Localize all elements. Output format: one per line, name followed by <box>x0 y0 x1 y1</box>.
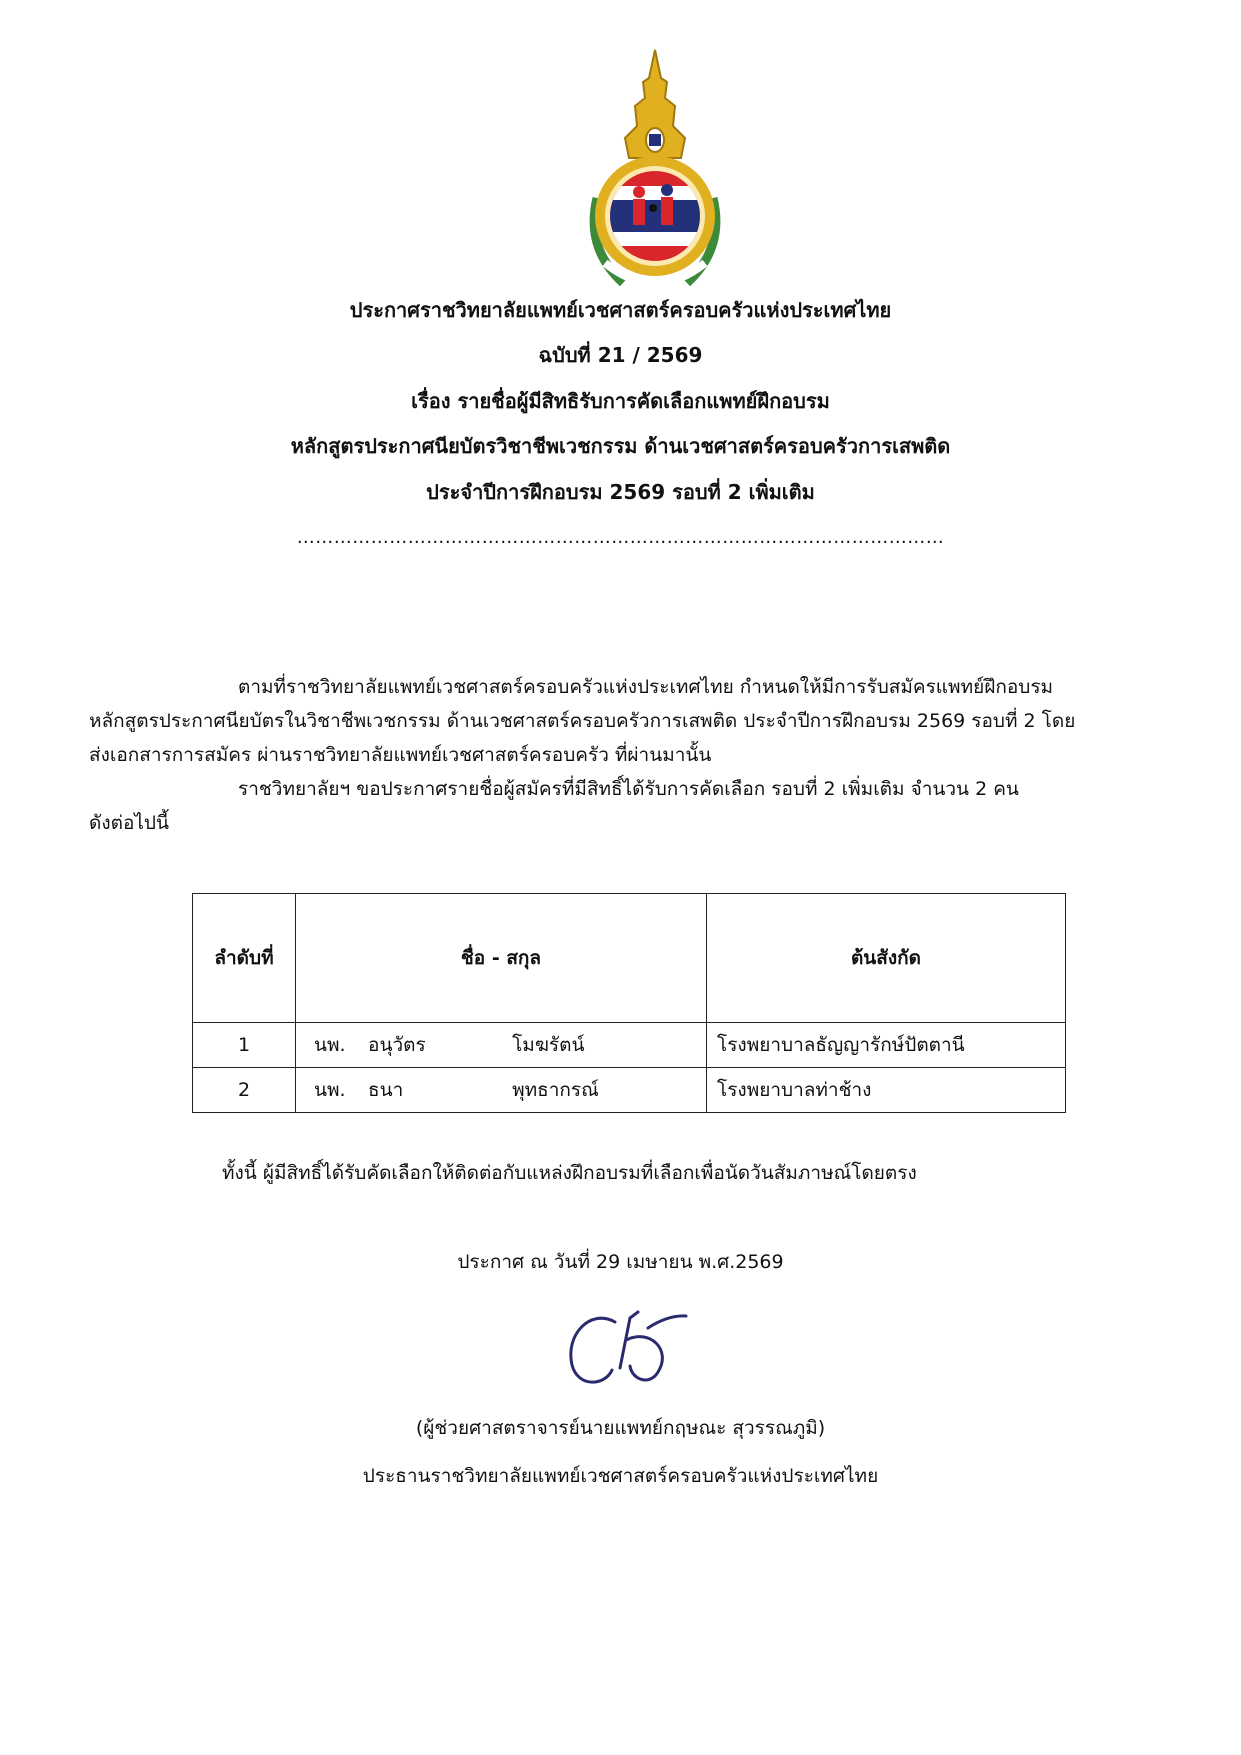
paragraph-2-line-2: ดังต่อไปนี้ <box>89 812 169 834</box>
header-no: ลำดับที่ <box>193 894 296 1023</box>
signature-icon <box>560 1310 700 1390</box>
header-course: หลักสูตรประกาศนียบัตรวิชาชีพเวชกรรม ด้านเวชศาสตร์ครอบครัวการเสพติด <box>290 434 951 458</box>
announce-date: ประกาศ ณ วันที่ 29 เมษายน พ.ศ.2569 <box>457 1251 784 1273</box>
header-affiliation: ต้นสังกัด <box>707 894 1066 1023</box>
row-name <box>296 1068 707 1113</box>
row-first-name: อนุวัตร <box>368 1034 426 1056</box>
header-issue-number: ฉบับที่ 21 / 2569 <box>538 343 703 367</box>
row-last-name: โมฆรัตน์ <box>512 1034 585 1056</box>
row-affiliation: โรงพยาบาลท่าช้าง <box>707 1068 1066 1113</box>
row-title: นพ. <box>314 1079 346 1101</box>
row-title: นพ. <box>314 1034 346 1056</box>
paragraph-1-line-1: ตามที่ราชวิทยาลัยแพทย์เวชศาสตร์ครอบครัวแห่งประเทศไทย กำหนดให้มีการรับสมัครแพทย์ฝึกอบรม <box>238 676 1054 698</box>
signatory-position: ประธานราชวิทยาลัยแพทย์เวชศาสตร์ครอบครัวแห่งประเทศไทย <box>362 1465 879 1487</box>
header-subject: เรื่อง รายชื่อผู้มีสิทธิรับการคัดเลือกแพทย์ฝึกอบรม <box>411 389 830 413</box>
row-last-name: พุทธากรณ์ <box>512 1079 599 1101</box>
paragraph-1-line-2: หลักสูตรประกาศนียบัตรในวิชาชีพเวชกรรม ด้านเวชศาสตร์ครอบครัวการเสพติด ประจำปีการฝึกอบรม 2569 รอบที่ 2 โดย <box>89 710 1076 732</box>
table-row <box>193 1068 1066 1113</box>
header-divider: …………………………………………………………………………………………… <box>296 527 945 548</box>
selected-candidates-table <box>192 893 1066 1113</box>
row-no: 2 <box>193 1068 296 1113</box>
paragraph-1-line-3: ส่งเอกสารการสมัคร ผ่านราชวิทยาลัยแพทย์เวชศาสตร์ครอบครัว ที่ผ่านมานั้น <box>89 744 712 766</box>
signatory-name: (ผู้ช่วยศาสตราจารย์นายแพทย์กฤษณะ สุวรรณภูมิ) <box>415 1417 826 1439</box>
row-no: 1 <box>193 1023 296 1068</box>
paragraph-2-line-1: ราชวิทยาลัยฯ ขอประกาศรายชื่อผู้สมัครที่มีสิทธิ์ได้รับการคัดเลือก รอบที่ 2 เพิ่มเติม จำนวน 2 คน <box>238 778 1019 800</box>
table-header-row <box>193 894 1066 1023</box>
header-round: ประจำปีการฝึกอบรม 2569 รอบที่ 2 เพิ่มเติม <box>426 480 815 504</box>
college-logo <box>575 48 735 308</box>
row-affiliation: โรงพยาบาลธัญญารักษ์ปัตตานี <box>707 1023 1066 1068</box>
row-first-name: ธนา <box>368 1079 404 1101</box>
table-row <box>193 1023 1066 1068</box>
row-name <box>296 1023 707 1068</box>
note-text: ทั้งนี้ ผู้มีสิทธิ์ได้รับคัดเลือกให้ติดต่อกับแหล่งฝึกอบรมที่เลือกเพื่อนัดวันสัมภาษณ์โดยตรง <box>222 1162 917 1184</box>
header-line-1: ประกาศราชวิทยาลัยแพทย์เวชศาสตร์ครอบครัวแห่งประเทศไทย <box>349 298 892 322</box>
header-name: ชื่อ - สกุล <box>296 894 707 1023</box>
